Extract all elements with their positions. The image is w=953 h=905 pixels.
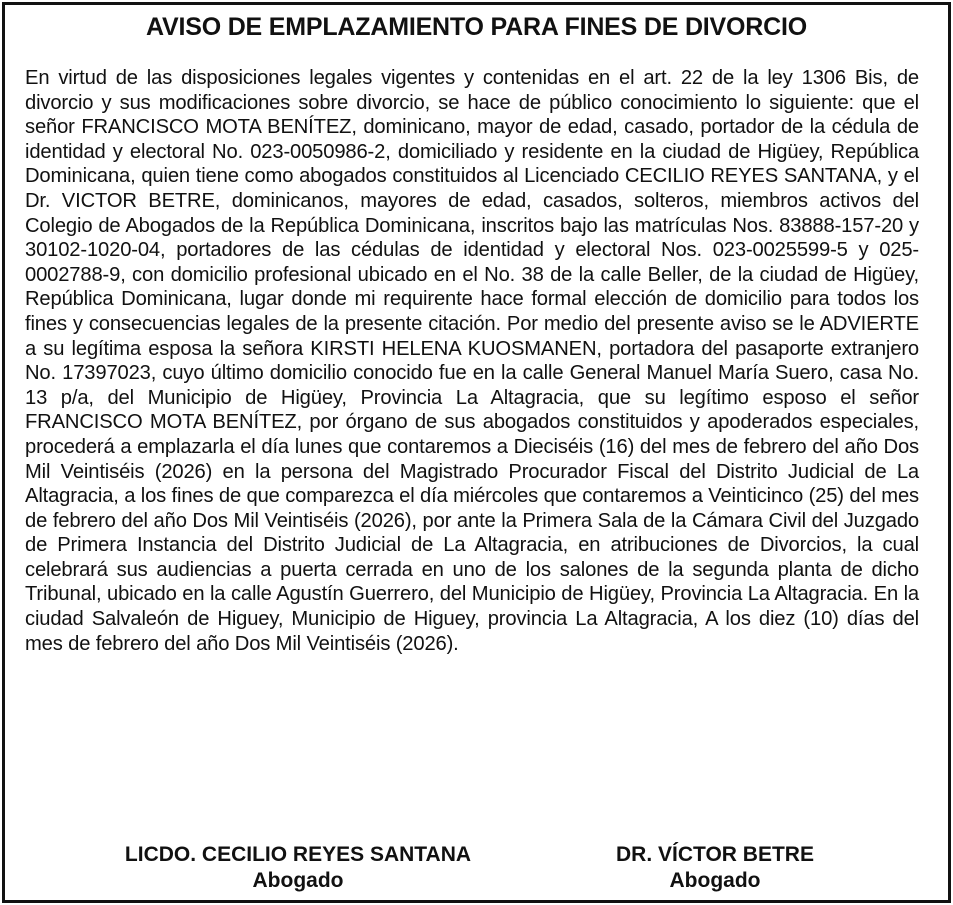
signature-block-left (88, 842, 508, 894)
signature-block-right (560, 842, 870, 894)
signature-role: Abogado (669, 869, 761, 892)
notice-body: En virtud de las disposiciones legales vigentes y contenidas en el art. 22 de la ley 1306 Bis, de divorcio y sus modificaciones sobre divorcio, se hace de público conocimiento lo siguiente: que el señor FRANCISCO MOTA BENÍTEZ, dominicano, mayor de edad, casado, portador de la cédula de identidad y electoral No. 023-0050986-2, domiciliado y residente en la ciudad de Higüey, República Dominicana, quien tiene como abogados constituidos al Licenciado CECILIO REYES SANTANA, y el Dr. VICTOR BETRE, dominicanos, mayores de edad, casados, solteros, miembros activos del Colegio de Abogados de la República Dominicana, inscritos bajo las matrículas Nos. 83888-157-20 y 30102-1020-04, portadores de las cédulas de identidad y electoral Nos. 023-0025599-5 y 025-0002788-9, con domicilio profesional ubicado en el No. 38 de la calle Beller, de la ciudad de Higüey, República Dominicana, lugar donde mi requirente hace formal elección de domicilio para todos los fines y consecuencias legales de la presente citación. Por medio del presente aviso se le ADVIERTE a su legítima esposa la señora KIRSTI HELENA KUOSMANEN, portadora del pasaporte extranjero No. 17397023, cuyo último domicilio conocido fue en la calle General Manuel María Suero, casa No. 13 p/a, del Municipio de Higüey, Provincia La Altagracia, que su legítimo esposo el señor FRANCISCO MOTA BENÍTEZ, por órgano de sus abogados constituidos y apoderados especiales, procederá a emplazarla el día lunes que contaremos a Dieciséis (16) del mes de febrero del año Dos Mil Veintiséis (2026) en la persona del Magistrado Procurador Fiscal del Distrito Judicial de La Altagracia, a los fines de que comparezca el día miércoles que contaremos a Veinticinco (25) del mes de febrero del año Dos Mil Veintiséis (2026), por ante la Primera Sala de la Cámara Civil del Juzgado de Primera Instancia del Distrito Judicial de La Altagracia, en atribuciones de Divorcios, la cual celebrará sus audiencias a puerta cerrada en uno de los salones de la segunda planta de dicho Tribunal, ubicado en la calle Agustín Guerrero, del Municipio de Higüey, Provincia La Altagracia. En la ciudad Salvaleón de Higuey, Municipio de Higuey, provincia La Altagracia, A los diez (10) días del mes de febrero del año Dos Mil Veintiséis (2026). (25, 67, 919, 655)
signature-name: LICDO. CECILIO REYES SANTANA (124, 843, 472, 866)
signature-role: Abogado (252, 869, 344, 892)
signature-name: DR. VÍCTOR BETRE (616, 843, 814, 866)
notice-title: AVISO DE EMPLAZAMIENTO PARA FINES DE DIVORCIO (146, 13, 807, 41)
